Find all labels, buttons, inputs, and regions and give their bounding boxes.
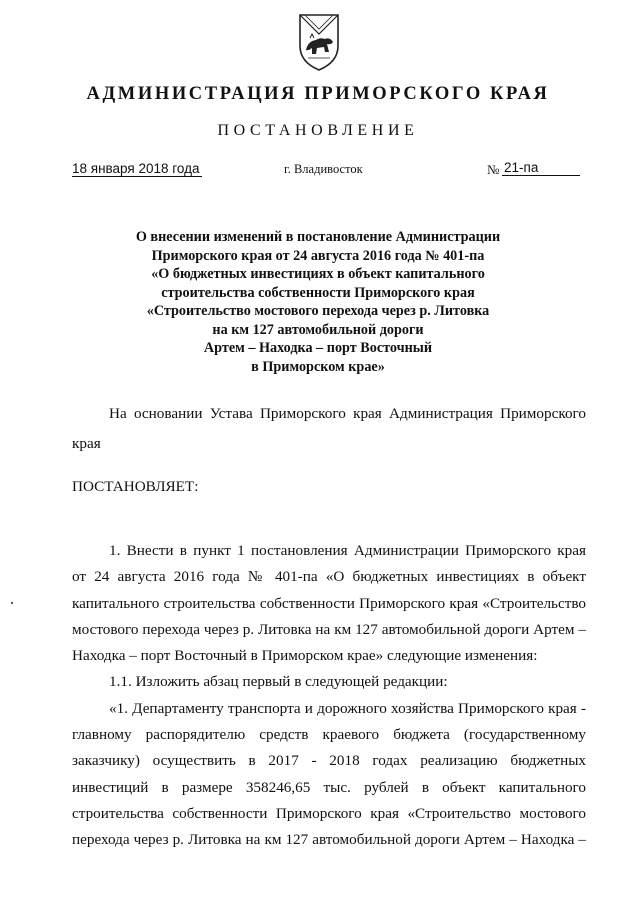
subject-line: О внесении изменений в постановление Администрации: [135, 229, 501, 245]
body-line: мостового перехода через р. Литовка на км 127 автомобильной дороги Артем –: [72, 620, 586, 638]
basis-line: На основании Устава Приморского края Администрация Приморского: [109, 405, 586, 422]
body-line: главному распорядителю средств краевого бюджета (государственному: [72, 726, 586, 744]
subject-line: «О бюджетных инвестициях в объект капитального: [151, 266, 485, 282]
body-line: заказчику) осуществить в 2017 - 2018 годах реализацию бюджетных: [72, 752, 586, 770]
subject-line: в Приморском крае»: [251, 358, 385, 375]
coat-of-arms-icon: [296, 12, 342, 72]
document-city: г. Владивосток: [284, 162, 363, 176]
number-sign: №: [487, 162, 500, 177]
body-line: строительства собственности Приморского края «Строительство мостового: [72, 804, 586, 822]
document-number: 21-па: [502, 160, 580, 176]
document-date: 18 января 2018 года: [72, 161, 200, 176]
document-body: [72, 538, 586, 854]
organization-name: АДМИНИСТРАЦИЯ ПРИМОРСКОГО КРАЯ: [86, 84, 550, 104]
subject-line: «Строительство мостового перехода через р. Литовка: [146, 303, 490, 319]
body-line: инвестиций в размере 358246,65 тыс. рублей в объект капитального: [72, 778, 586, 796]
body-line: от 24 августа 2016 года № 401-па «О бюджетных инвестициях в объект: [72, 568, 586, 586]
body-line: Находка – порт Восточный в Приморском крае» следующие изменения:: [72, 647, 538, 665]
document-type: ПОСТАНОВЛЕНИЕ: [217, 122, 419, 139]
resolves-heading: ПОСТАНОВЛЯЕТ:: [72, 478, 199, 495]
body-line: «1. Департаменту транспорта и дорожного хозяйства Приморского края -: [109, 699, 586, 717]
subject-line: Артем – Находка – порт Восточный: [203, 340, 433, 356]
basis-paragraph: [72, 399, 586, 459]
body-line: перехода через р. Литовка на км 127 автомобильной дороги Артем – Находка –: [72, 831, 586, 849]
subject-line: Приморского края от 24 августа 2016 года № 401-па: [151, 247, 485, 264]
body-line: 1.1. Изложить абзац первый в следующей редакции:: [109, 673, 448, 691]
document-subject: [0, 228, 636, 376]
subject-line: строительства собственности Приморского края: [161, 284, 475, 301]
subject-line: на км 127 автомобильной дороги: [212, 321, 424, 338]
body-line: капитального строительства собственности Приморского края «Строительство: [72, 594, 586, 612]
body-line: 1. Внести в пункт 1 постановления Администрации Приморского края: [109, 542, 586, 559]
scan-speck: [11, 602, 13, 604]
basis-line: края: [72, 435, 101, 452]
